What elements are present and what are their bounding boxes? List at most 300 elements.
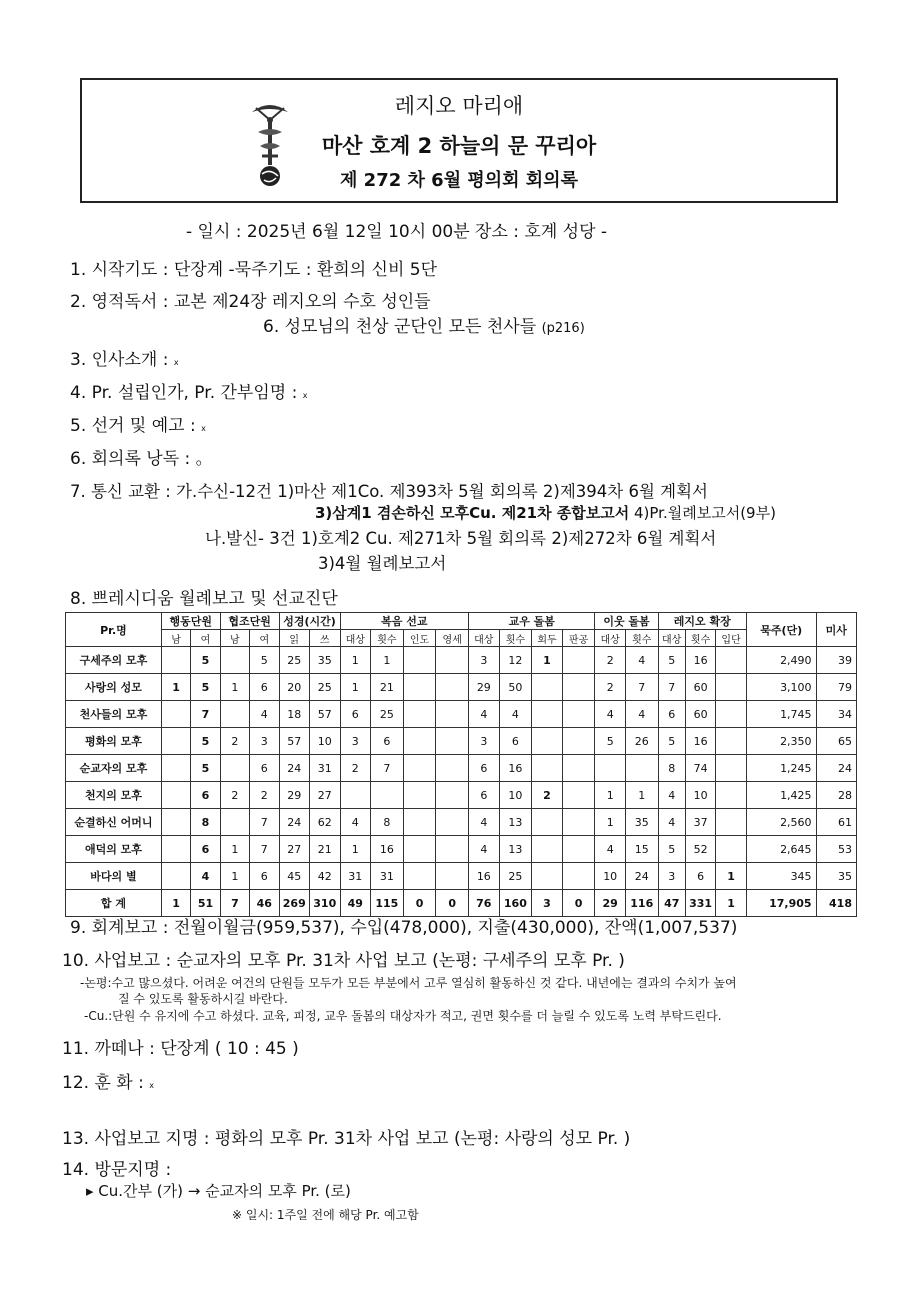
table-cell: 7 [250, 836, 279, 863]
table-cell: 25 [499, 863, 532, 890]
table-cell: 0 [436, 890, 469, 917]
table-cell [532, 701, 563, 728]
item-10-note-2: -Cu.:단원 수 유지에 수고 하셨다. 교육, 피정, 교우 돌봄의 대상자가 적고, 권면 횟수를 더 늘릴 수 있도록 노력 부탁드린다. [84, 1009, 722, 1023]
table-cell [220, 755, 249, 782]
table-cell: 28 [816, 782, 856, 809]
sub-header-cell: 영세 [436, 630, 469, 647]
sub-header-cell: 대상 [595, 630, 626, 647]
table-row [66, 647, 857, 674]
table-cell: 10 [310, 728, 341, 755]
table-cell: 1 [532, 647, 563, 674]
table-cell: 3 [250, 728, 279, 755]
table-cell: 6 [499, 728, 532, 755]
table-cell: 3,100 [746, 674, 816, 701]
table-cell: 29 [469, 674, 500, 701]
table-cell [716, 647, 747, 674]
table-cell [562, 809, 595, 836]
table-cell: 31 [340, 863, 371, 890]
pr-name-cell: 바다의 별 [66, 863, 162, 890]
table-cell: 4 [469, 836, 500, 863]
table-cell: 4 [469, 809, 500, 836]
table-cell [716, 836, 747, 863]
title-box [80, 78, 838, 203]
table-cell [403, 728, 436, 755]
item-2-sub [263, 312, 585, 337]
sub-header-cell: 남 [220, 630, 249, 647]
table-row [66, 809, 857, 836]
table-cell: 16 [685, 728, 716, 755]
table-cell: 8 [371, 809, 404, 836]
table-cell: 2,490 [746, 647, 816, 674]
sub-header-cell: 읽 [279, 630, 310, 647]
table-cell: 17,905 [746, 890, 816, 917]
table-cell: 74 [685, 755, 716, 782]
table-cell: 1 [340, 836, 371, 863]
table-cell: 2,645 [746, 836, 816, 863]
table-cell: 18 [279, 701, 310, 728]
item-12-mark: x [149, 1081, 154, 1090]
table-cell [716, 728, 747, 755]
pr-name-cell: 사랑의 성모 [66, 674, 162, 701]
table-cell: 10 [595, 863, 626, 890]
pr-name-cell: 천지의 모후 [66, 782, 162, 809]
title-line-3: 제 272 차 6월 평의회 회의록 [340, 170, 578, 191]
table-cell: 1,745 [746, 701, 816, 728]
table-cell [161, 701, 190, 728]
table-cell: 53 [816, 836, 856, 863]
table-cell: 3 [469, 728, 500, 755]
sub-header-cell: 여 [191, 630, 220, 647]
table-cell: 1 [716, 863, 747, 890]
item-10-note-1b: 질 수 있도록 활동하시길 바란다. [118, 992, 288, 1006]
th-aux: 협조단원 [220, 613, 279, 630]
table-cell: 35 [625, 809, 658, 836]
sub-header-cell: 횟수 [685, 630, 716, 647]
table-cell: 21 [310, 836, 341, 863]
table-cell: 31 [310, 755, 341, 782]
table-cell [562, 647, 595, 674]
sub-header-cell: 대상 [658, 630, 685, 647]
table-cell: 15 [625, 836, 658, 863]
item-4 [70, 378, 307, 403]
table-cell [716, 782, 747, 809]
table-cell [562, 782, 595, 809]
table-cell: 2 [250, 782, 279, 809]
table-cell [403, 674, 436, 701]
th-bible: 성경(시간) [279, 613, 340, 630]
table-row [66, 728, 857, 755]
table-cell: 45 [279, 863, 310, 890]
table-cell [220, 809, 249, 836]
pr-name-cell: 순교자의 모후 [66, 755, 162, 782]
title-line-1: 레지오 마리애 [394, 94, 524, 118]
table-cell: 7 [625, 674, 658, 701]
table-cell: 6 [371, 728, 404, 755]
table-cell: 5 [191, 674, 220, 701]
table-cell: 16 [371, 836, 404, 863]
table-cell [716, 674, 747, 701]
table-cell [371, 782, 404, 809]
table-cell: 24 [279, 755, 310, 782]
table-cell [625, 755, 658, 782]
table-cell [562, 836, 595, 863]
table-cell [161, 755, 190, 782]
item-10-note-1: -논평:수고 많으셨다. 어려운 여건의 단원들 모두가 모든 부분에서 고루 열심히 활동하신 것 같다. 내년에는 결과의 수치가 높여 [80, 976, 737, 990]
item-7-line-3: 나.발신- 3건 1)호계2 Cu. 제271차 5월 회의록 2)제272차 6월 계획서 [205, 529, 717, 548]
table-cell: 1 [161, 674, 190, 701]
table-cell [532, 863, 563, 890]
table-cell [436, 674, 469, 701]
table-cell: 345 [746, 863, 816, 890]
table-cell [436, 755, 469, 782]
table-cell [562, 863, 595, 890]
table-cell [161, 782, 190, 809]
table-cell: 7 [250, 809, 279, 836]
table-cell: 6 [191, 782, 220, 809]
table-cell [532, 728, 563, 755]
table-cell: 62 [310, 809, 341, 836]
table-cell: 61 [816, 809, 856, 836]
sub-header-cell: 인도 [403, 630, 436, 647]
table-cell: 5 [658, 647, 685, 674]
table-cell: 2 [595, 647, 626, 674]
table-cell: 4 [595, 836, 626, 863]
table-cell: 65 [816, 728, 856, 755]
table-cell: 7 [220, 890, 249, 917]
table-cell: 4 [469, 701, 500, 728]
table-cell: 6 [250, 674, 279, 701]
item-1: 1. 시작기도 : 단장계 -묵주기도 : 환희의 신비 5단 [70, 260, 438, 280]
table-cell: 6 [658, 701, 685, 728]
sub-header-cell: 횟수 [371, 630, 404, 647]
table-cell: 60 [685, 674, 716, 701]
table-cell [716, 701, 747, 728]
table-cell: 2 [340, 755, 371, 782]
table-cell: 35 [310, 647, 341, 674]
pr-name-cell: 순결하신 어머니 [66, 809, 162, 836]
table-cell [340, 782, 371, 809]
table-cell: 6 [250, 863, 279, 890]
table-cell: 49 [340, 890, 371, 917]
item-7-line-2 [315, 502, 776, 523]
item-14-visit: ▸ Cu.간부 (가) → 순교자의 모후 Pr. (로) [86, 1182, 351, 1200]
table-cell: 39 [816, 647, 856, 674]
table-row [66, 755, 857, 782]
table-cell [436, 809, 469, 836]
item-2-sub-text: 6. 성모님의 천상 군단인 모든 천사들 [263, 317, 537, 337]
table-cell [532, 809, 563, 836]
table-cell: 12 [499, 647, 532, 674]
table-cell: 76 [469, 890, 500, 917]
table-cell: 24 [625, 863, 658, 890]
th-expand: 레지오 확장 [658, 613, 746, 630]
table-cell: 1 [220, 836, 249, 863]
table-cell: 26 [625, 728, 658, 755]
table-cell: 1,245 [746, 755, 816, 782]
table-cell: 1 [340, 674, 371, 701]
table-cell [403, 701, 436, 728]
item-4-text: 4. Pr. 설립인가, Pr. 간부임명 : [70, 383, 298, 403]
table-cell: 16 [469, 863, 500, 890]
sub-header-cell: 횟수 [499, 630, 532, 647]
item-12-text: 12. 훈 화 : [62, 1073, 144, 1093]
th-care: 교우 돌봄 [469, 613, 595, 630]
table-cell [403, 782, 436, 809]
item-5 [70, 411, 206, 436]
th-mass: 미사 [816, 613, 856, 647]
table-cell: 57 [279, 728, 310, 755]
item-4-mark: x [302, 391, 308, 400]
table-cell: 35 [816, 863, 856, 890]
table-cell [436, 836, 469, 863]
item-2-page: (p216) [541, 321, 585, 336]
table-cell: 60 [685, 701, 716, 728]
item-9: 9. 회계보고 : 전월이월금(959,537), 수입(478,000), 지출(430,000), 잔액(1,007,537) [70, 918, 738, 938]
table-cell [532, 755, 563, 782]
table-cell: 0 [562, 890, 595, 917]
table-cell: 2 [220, 782, 249, 809]
table-cell: 57 [310, 701, 341, 728]
table-cell: 13 [499, 809, 532, 836]
table-row [66, 836, 857, 863]
table-cell: 5 [191, 728, 220, 755]
table-cell [436, 863, 469, 890]
table-cell: 16 [685, 647, 716, 674]
table-cell [716, 809, 747, 836]
table-row [66, 863, 857, 890]
table-cell: 31 [371, 863, 404, 890]
table-cell [436, 701, 469, 728]
th-mission: 복음 선교 [340, 613, 469, 630]
table-cell [403, 863, 436, 890]
item-13: 13. 사업보고 지명 : 평화의 모후 Pr. 31차 사업 보고 (논평: 사랑의 성모 Pr. ) [62, 1129, 631, 1149]
sub-header-cell: 대상 [340, 630, 371, 647]
table-cell: 46 [250, 890, 279, 917]
table-cell: 418 [816, 890, 856, 917]
th-neighbor: 이웃 돌봄 [595, 613, 658, 630]
item-3-text: 3. 인사소개 : [70, 350, 169, 370]
table-cell: 7 [191, 701, 220, 728]
item-5-mark: x [201, 424, 206, 433]
table-cell [161, 836, 190, 863]
item-7-rest: 4)Pr.월례보고서(9부) [629, 504, 776, 522]
meeting-datetime: - 일시 : 2025년 6월 12일 10시 00분 장소 : 호계 성당 - [186, 222, 608, 242]
table-cell: 8 [191, 809, 220, 836]
item-7: 7. 통신 교환 : 가.수신-12건 1)마산 제1Co. 제393차 5월 회의록 2)제394차 6월 계획서 [70, 482, 708, 501]
table-cell: 6 [685, 863, 716, 890]
table-cell [403, 647, 436, 674]
table-cell: 5 [658, 728, 685, 755]
table-cell: 160 [499, 890, 532, 917]
table-cell: 27 [279, 836, 310, 863]
table-cell: 5 [658, 836, 685, 863]
table-cell: 20 [279, 674, 310, 701]
th-pr: Pr.명 [66, 613, 162, 647]
table-cell: 3 [532, 890, 563, 917]
table-cell: 4 [250, 701, 279, 728]
table-cell: 42 [310, 863, 341, 890]
table-cell [532, 836, 563, 863]
table-cell [562, 674, 595, 701]
sub-header-cell: 남 [161, 630, 190, 647]
table-cell: 1 [161, 890, 190, 917]
sub-header-cell: 여 [250, 630, 279, 647]
th-rosary: 묵주(단) [746, 613, 816, 647]
table-cell: 5 [595, 728, 626, 755]
monthly-report-table [65, 612, 857, 917]
table-cell: 47 [658, 890, 685, 917]
table-cell: 5 [250, 647, 279, 674]
table-cell: 7 [371, 755, 404, 782]
table-cell: 1 [340, 647, 371, 674]
sub-header-cell: 입단 [716, 630, 747, 647]
table-cell: 4 [625, 701, 658, 728]
table-cell [436, 782, 469, 809]
table-cell: 2 [532, 782, 563, 809]
table-cell: 24 [279, 809, 310, 836]
table-cell: 6 [191, 836, 220, 863]
table-cell [562, 728, 595, 755]
table-cell [161, 647, 190, 674]
pr-name-cell: 평화의 모후 [66, 728, 162, 755]
sub-header-row [66, 630, 857, 647]
table-cell [403, 809, 436, 836]
table-cell: 51 [191, 890, 220, 917]
table-cell: 0 [403, 890, 436, 917]
table-cell: 50 [499, 674, 532, 701]
sub-header-cell: 회두 [532, 630, 563, 647]
item-12 [62, 1068, 154, 1093]
table-cell [161, 863, 190, 890]
table-cell: 310 [310, 890, 341, 917]
pr-name-cell: 애덕의 모후 [66, 836, 162, 863]
table-cell [436, 647, 469, 674]
table-cell: 5 [191, 755, 220, 782]
item-2: 2. 영적독서 : 교본 제24장 레지오의 수호 성인들 [70, 292, 431, 312]
table-cell: 25 [371, 701, 404, 728]
item-10: 10. 사업보고 : 순교자의 모후 Pr. 31차 사업 보고 (논평: 구세주의 모후 Pr. ) [62, 951, 625, 971]
item-7-bold: 3)삼계1 겸손하신 모후Cu. 제21차 종합보고서 [315, 504, 630, 522]
th-active: 행동단원 [161, 613, 220, 630]
table-cell: 1 [220, 863, 249, 890]
item-14: 14. 방문지명 : [62, 1160, 172, 1180]
table-cell: 4 [340, 809, 371, 836]
table-cell: 8 [658, 755, 685, 782]
table-cell: 52 [685, 836, 716, 863]
pr-name-cell: 구세주의 모후 [66, 647, 162, 674]
table-cell: 269 [279, 890, 310, 917]
table-cell: 1 [595, 782, 626, 809]
table-cell: 37 [685, 809, 716, 836]
table-cell: 6 [469, 755, 500, 782]
table-cell [716, 755, 747, 782]
item-6: 6. 회의록 낭독 : 。 [70, 449, 213, 469]
table-cell: 2,350 [746, 728, 816, 755]
table-cell: 3 [469, 647, 500, 674]
table-cell: 29 [279, 782, 310, 809]
sub-header-cell: 대상 [469, 630, 500, 647]
table-cell: 6 [250, 755, 279, 782]
sub-header-cell: 쓰 [310, 630, 341, 647]
table-cell: 1 [220, 674, 249, 701]
table-cell: 4 [595, 701, 626, 728]
table-cell: 79 [816, 674, 856, 701]
table-cell: 4 [625, 647, 658, 674]
table-cell: 24 [816, 755, 856, 782]
table-cell: 25 [279, 647, 310, 674]
table-cell: 4 [658, 809, 685, 836]
table-cell [403, 755, 436, 782]
table-cell: 2 [595, 674, 626, 701]
table-cell [220, 647, 249, 674]
table-cell: 2,560 [746, 809, 816, 836]
table-cell: 116 [625, 890, 658, 917]
table-cell: 4 [658, 782, 685, 809]
item-7-line-4: 3)4월 월례보고서 [318, 554, 447, 573]
table-cell: 4 [499, 701, 532, 728]
sub-header-cell: 횟수 [625, 630, 658, 647]
table-cell: 4 [191, 863, 220, 890]
table-cell: 27 [310, 782, 341, 809]
item-3 [70, 345, 179, 370]
table-row [66, 782, 857, 809]
table-cell [595, 755, 626, 782]
table-cell: 1,425 [746, 782, 816, 809]
table-cell: 10 [685, 782, 716, 809]
title-line-2: 마산 호계 2 하늘의 문 꾸리아 [321, 134, 597, 158]
table-cell: 1 [625, 782, 658, 809]
table-cell: 6 [469, 782, 500, 809]
table-cell [161, 728, 190, 755]
table-cell [532, 674, 563, 701]
table-row [66, 701, 857, 728]
report-body [66, 647, 857, 917]
table-cell [562, 755, 595, 782]
table-cell: 3 [340, 728, 371, 755]
table-cell: 331 [685, 890, 716, 917]
pr-name-cell: 합 계 [66, 890, 162, 917]
table-cell: 21 [371, 674, 404, 701]
table-cell: 3 [658, 863, 685, 890]
table-cell: 1 [371, 647, 404, 674]
item-8: 8. 쁘레시디움 월례보고 및 선교진단 [70, 589, 338, 609]
item-14-note: ※ 일시: 1주일 전에 해당 Pr. 예고함 [232, 1208, 419, 1222]
item-11: 11. 까떼나 : 단장계 ( 10 : 45 ) [62, 1039, 299, 1059]
table-cell: 1 [595, 809, 626, 836]
table-cell: 25 [310, 674, 341, 701]
pr-name-cell: 천사들의 모후 [66, 701, 162, 728]
table-cell: 16 [499, 755, 532, 782]
table-cell: 2 [220, 728, 249, 755]
table-cell: 5 [191, 647, 220, 674]
table-cell: 34 [816, 701, 856, 728]
table-cell: 10 [499, 782, 532, 809]
table-cell [403, 836, 436, 863]
table-cell [562, 701, 595, 728]
table-cell: 1 [716, 890, 747, 917]
table-cell: 6 [340, 701, 371, 728]
item-3-mark: x [173, 358, 179, 367]
table-row [66, 674, 857, 701]
table-cell: 115 [371, 890, 404, 917]
item-5-text: 5. 선거 및 예고 : [70, 416, 196, 436]
sub-header-cell: 판공 [562, 630, 595, 647]
table-cell [161, 809, 190, 836]
table-cell: 7 [658, 674, 685, 701]
table-cell: 13 [499, 836, 532, 863]
table-cell: 29 [595, 890, 626, 917]
table-cell [436, 728, 469, 755]
